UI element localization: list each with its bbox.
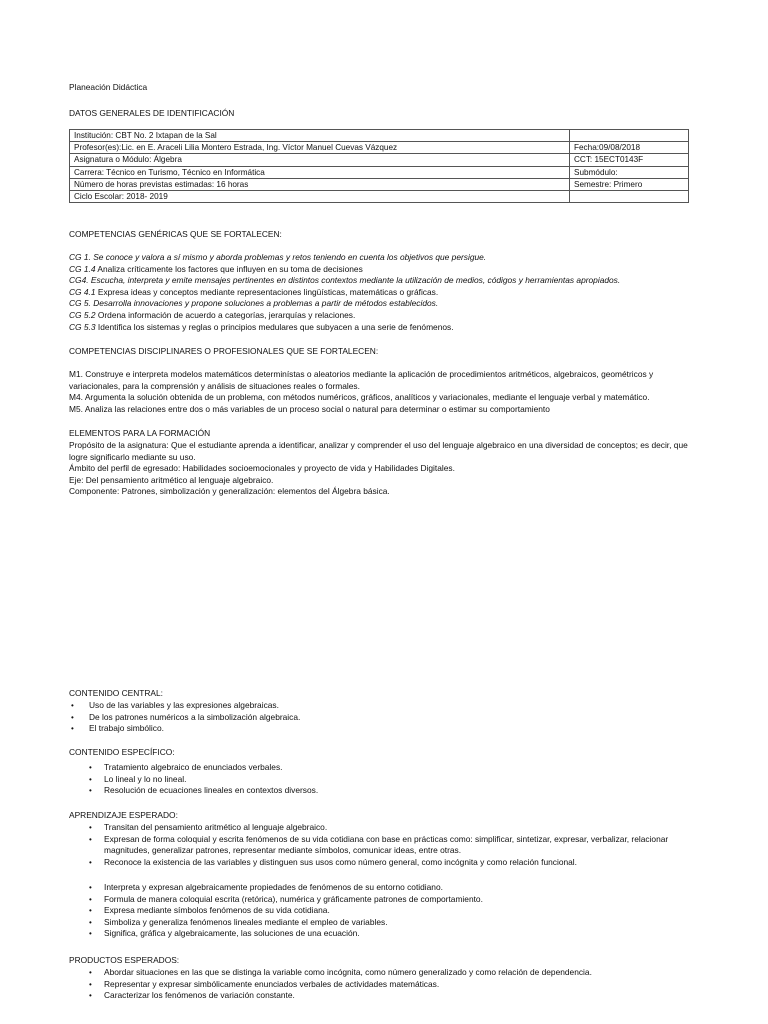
table-row xyxy=(70,190,689,202)
section-heading-aprendizaje: APRENDIZAJE ESPERADO: xyxy=(69,810,178,820)
productos-esperados-list xyxy=(69,967,696,1002)
list-item-text: Resolución de ecuaciones lineales en contextos diversos. xyxy=(104,785,319,796)
list-item xyxy=(69,894,696,906)
list-item xyxy=(69,928,696,940)
bullet-icon: • xyxy=(89,834,92,844)
competencia-generica-text: Expresa ideas y conceptos mediante representaciones lingüísticas, matemáticas o gráficas. xyxy=(95,286,439,297)
bullet-icon: • xyxy=(89,906,92,916)
table-row xyxy=(70,178,689,190)
bullet-icon: • xyxy=(89,979,92,989)
bullet-icon: • xyxy=(71,712,74,722)
table-cell: Número de horas previstas estimadas: 16 horas xyxy=(70,178,570,190)
contenido-especifico-list xyxy=(69,762,696,797)
bullet-icon: • xyxy=(89,929,92,939)
competencia-generica xyxy=(69,264,696,276)
list-item xyxy=(69,762,696,774)
competencia-disciplinar: M5. Analiza las relaciones entre dos o más variables de un proceso social o natural para determinar o estimar su comportamiento xyxy=(69,403,550,414)
list-item xyxy=(69,990,696,1002)
list-item-text: Tratamiento algebraico de enunciados verbales. xyxy=(104,762,283,772)
competencia-generica xyxy=(69,287,696,299)
table-cell: Asignatura o Módulo: Álgebra xyxy=(70,154,570,166)
table-cell: Institución: CBT No. 2 Ixtapan de la Sal xyxy=(70,130,570,142)
table-row xyxy=(70,130,689,142)
list-item-text: Expresan de forma coloquial y escrita fenómenos de su vida cotidiana con base en prácticas como: simplificar, sintetizar, expresar, verbalizar, relacionar magnitudes, generalizar patrones, representar mediante símbolos, comunicar ideas, entre otras. xyxy=(104,833,669,856)
section-heading-datos: DATOS GENERALES DE IDENTIFICACIÓN xyxy=(69,108,235,118)
list-item-text: Significa, gráfica y algebraicamente, las soluciones de una ecuación. xyxy=(104,928,360,939)
section-heading-contenido-especifico: CONTENIDO ESPECÍFICO: xyxy=(69,747,175,757)
competencia-generica-text: Ordena información de acuerdo a categorías, jerarquías y relaciones. xyxy=(95,309,356,320)
bullet-icon: • xyxy=(89,991,92,1001)
list-item xyxy=(69,967,696,979)
list-item-text: Transitan del pensamiento aritmético al lenguaje algebraico. xyxy=(104,822,328,832)
competencia-generica xyxy=(69,322,696,334)
bullet-icon: • xyxy=(89,774,92,784)
formacion-item: Propósito de la asignatura: Que el estudiante aprenda a identificar, analizar y comprender el uso del lenguaje algebraico en una diversidad de conceptos; es decir, que logre significarlo mediante su uso. xyxy=(69,440,688,462)
list-item xyxy=(69,774,696,786)
list-item-text: Uso de las variables y las expresiones algebraicas. xyxy=(89,700,279,710)
section-heading-competencias-disciplinares: COMPETENCIAS DISCIPLINARES O PROFESIONALES QUE SE FORTALECEN: xyxy=(69,346,379,356)
bullet-icon: • xyxy=(89,763,92,772)
list-item-text: Reconoce la existencia de las variables y distinguen sus usos como número general, como incógnita y como relación funcional. xyxy=(104,856,577,867)
competencia-disciplinar: M4. Argumenta la solución obtenida de un problema, con métodos numéricos, gráficos, analíticos y variacionales, mediante el lenguaje verbal y matemático. xyxy=(69,392,650,403)
list-item xyxy=(69,979,696,991)
table-cell xyxy=(570,190,689,202)
list-item xyxy=(69,834,696,857)
aprendizaje-esperado-list xyxy=(69,822,696,868)
table-cell: Carrera: Técnico en Turismo, Técnico en Informática xyxy=(70,166,570,178)
competencia-generica xyxy=(69,252,696,264)
competencia-generica xyxy=(69,298,696,310)
section-heading-formacion: ELEMENTOS PARA LA FORMACIÓN xyxy=(69,428,211,438)
competencia-generica-code: CG 5. Desarrolla innovaciones y propone soluciones a problemas a partir de métodos establecidos. xyxy=(69,298,439,309)
table-row xyxy=(70,154,689,166)
table-row xyxy=(70,142,689,154)
contenido-central-list xyxy=(69,700,696,735)
table-cell: CCT: 15ECT0143F xyxy=(570,154,689,166)
list-item xyxy=(69,905,696,917)
competencia-disciplinar: M1. Construye e interpreta modelos matemáticos determinístas o aleatorios mediante la aplicación de procedimientos aritméticos, algebraicos, geométricos y variacionales, para la comprensión y análisis de situaciones reales o formales. xyxy=(69,369,654,391)
bullet-icon: • xyxy=(89,883,92,892)
competencia-generica-code: CG 1. Se conoce y valora a sí mismo y aborda problemas y retos teniendo en cuenta los objetivos que persigue. xyxy=(69,252,487,262)
bullet-icon: • xyxy=(71,724,74,734)
bullet-icon: • xyxy=(89,917,92,927)
list-item xyxy=(69,712,696,724)
list-item xyxy=(69,882,696,894)
list-item-text: Abordar situaciones en las que se distinga la variable como incógnita, como número generalizado y como relación de dependencia. xyxy=(104,967,592,977)
list-item-text: Formula de manera coloquial escrita (retórica), numérica y gráficamente patrones de comportamiento. xyxy=(104,893,483,904)
table-row xyxy=(70,166,689,178)
list-item xyxy=(69,917,696,929)
bullet-icon: • xyxy=(89,857,92,867)
list-item-text: Expresa mediante símbolos fenómenos de su vida cotidiana. xyxy=(104,905,330,916)
list-item-text: El trabajo simbólico. xyxy=(89,723,164,734)
competencia-generica xyxy=(69,275,696,287)
competencia-generica-code: CG 4.1 xyxy=(69,286,96,297)
formacion-item: Ámbito del perfil de egresado: Habilidades socioemocionales y proyecto de vida y Habilidades Digitales. xyxy=(69,463,455,474)
list-item xyxy=(69,700,696,712)
list-item xyxy=(69,785,696,797)
competencias-disciplinares-list xyxy=(69,369,696,415)
document-title: Planeación Didáctica xyxy=(69,82,148,92)
identification-table xyxy=(69,129,689,203)
list-item-text: De los patrones numéricos a la simbolización algebraica. xyxy=(89,711,301,722)
competencia-generica-text: Identifica los sistemas y reglas o principios medulares que subyacen a una serie de fenómenos. xyxy=(95,321,454,332)
competencia-generica xyxy=(69,310,696,322)
list-item-text: Interpreta y expresan algebraicamente propiedades de fenómenos de su entorno cotidiano. xyxy=(104,882,443,892)
competencia-generica-code: CG 5.3 xyxy=(69,321,96,332)
table-cell: Fecha:09/08/2018 xyxy=(570,142,689,154)
aprendizaje-esperado-list-2 xyxy=(69,882,696,940)
table-cell: Submódulo: xyxy=(570,166,689,178)
bullet-icon: • xyxy=(89,968,92,977)
formacion-list xyxy=(69,440,696,498)
bullet-icon: • xyxy=(71,701,74,710)
list-item-text: Caracterizar los fenómenos de variación constante. xyxy=(104,990,295,1001)
formacion-item: Componente: Patrones, simbolización y generalización: elementos del Álgebra básica. xyxy=(69,486,390,497)
list-item xyxy=(69,723,696,735)
competencia-generica-code: CG 5.2 xyxy=(69,309,96,320)
bullet-icon: • xyxy=(89,786,92,796)
section-heading-contenido-central: CONTENIDO CENTRAL: xyxy=(69,688,163,698)
identification-table-wrap xyxy=(69,129,696,203)
table-cell: Semestre: Primero xyxy=(570,178,689,190)
competencia-generica-code: CG4. Escucha, interpreta y emite mensajes pertinentes en distintos contextos mediante la utilización de medios, códigos y herramientas apropiados. xyxy=(69,275,621,286)
list-item-text: Simboliza y generaliza fenómenos lineales mediante el empleo de variables. xyxy=(104,916,388,927)
bullet-icon: • xyxy=(89,823,92,832)
list-item-text: Lo lineal y lo no lineal. xyxy=(104,773,187,784)
competencias-genericas-list xyxy=(69,252,696,333)
list-item-text: Representar y expresar simbólicamente enunciados verbales de actividades matemáticas. xyxy=(104,978,440,989)
section-heading-productos: PRODUCTOS ESPERADOS: xyxy=(69,955,180,965)
competencia-generica-text: Analiza críticamente los factores que influyen en su toma de decisiones xyxy=(95,263,363,274)
table-cell: Profesor(es):Lic. en E. Araceli Lilia Montero Estrada, Ing. Víctor Manuel Cuevas Vázquez xyxy=(70,142,570,154)
table-cell xyxy=(570,130,689,142)
bullet-icon: • xyxy=(89,894,92,904)
table-cell: Ciclo Escolar: 2018- 2019 xyxy=(70,190,570,202)
competencia-generica-code: CG 1.4 xyxy=(69,263,96,274)
formacion-item: Eje: Del pensamiento aritmético al lenguaje algebraico. xyxy=(69,474,274,485)
section-heading-competencias-genericas: COMPETENCIAS GENÉRICAS QUE SE FORTALECEN: xyxy=(69,229,282,239)
list-item xyxy=(69,822,696,834)
list-item xyxy=(69,857,696,869)
